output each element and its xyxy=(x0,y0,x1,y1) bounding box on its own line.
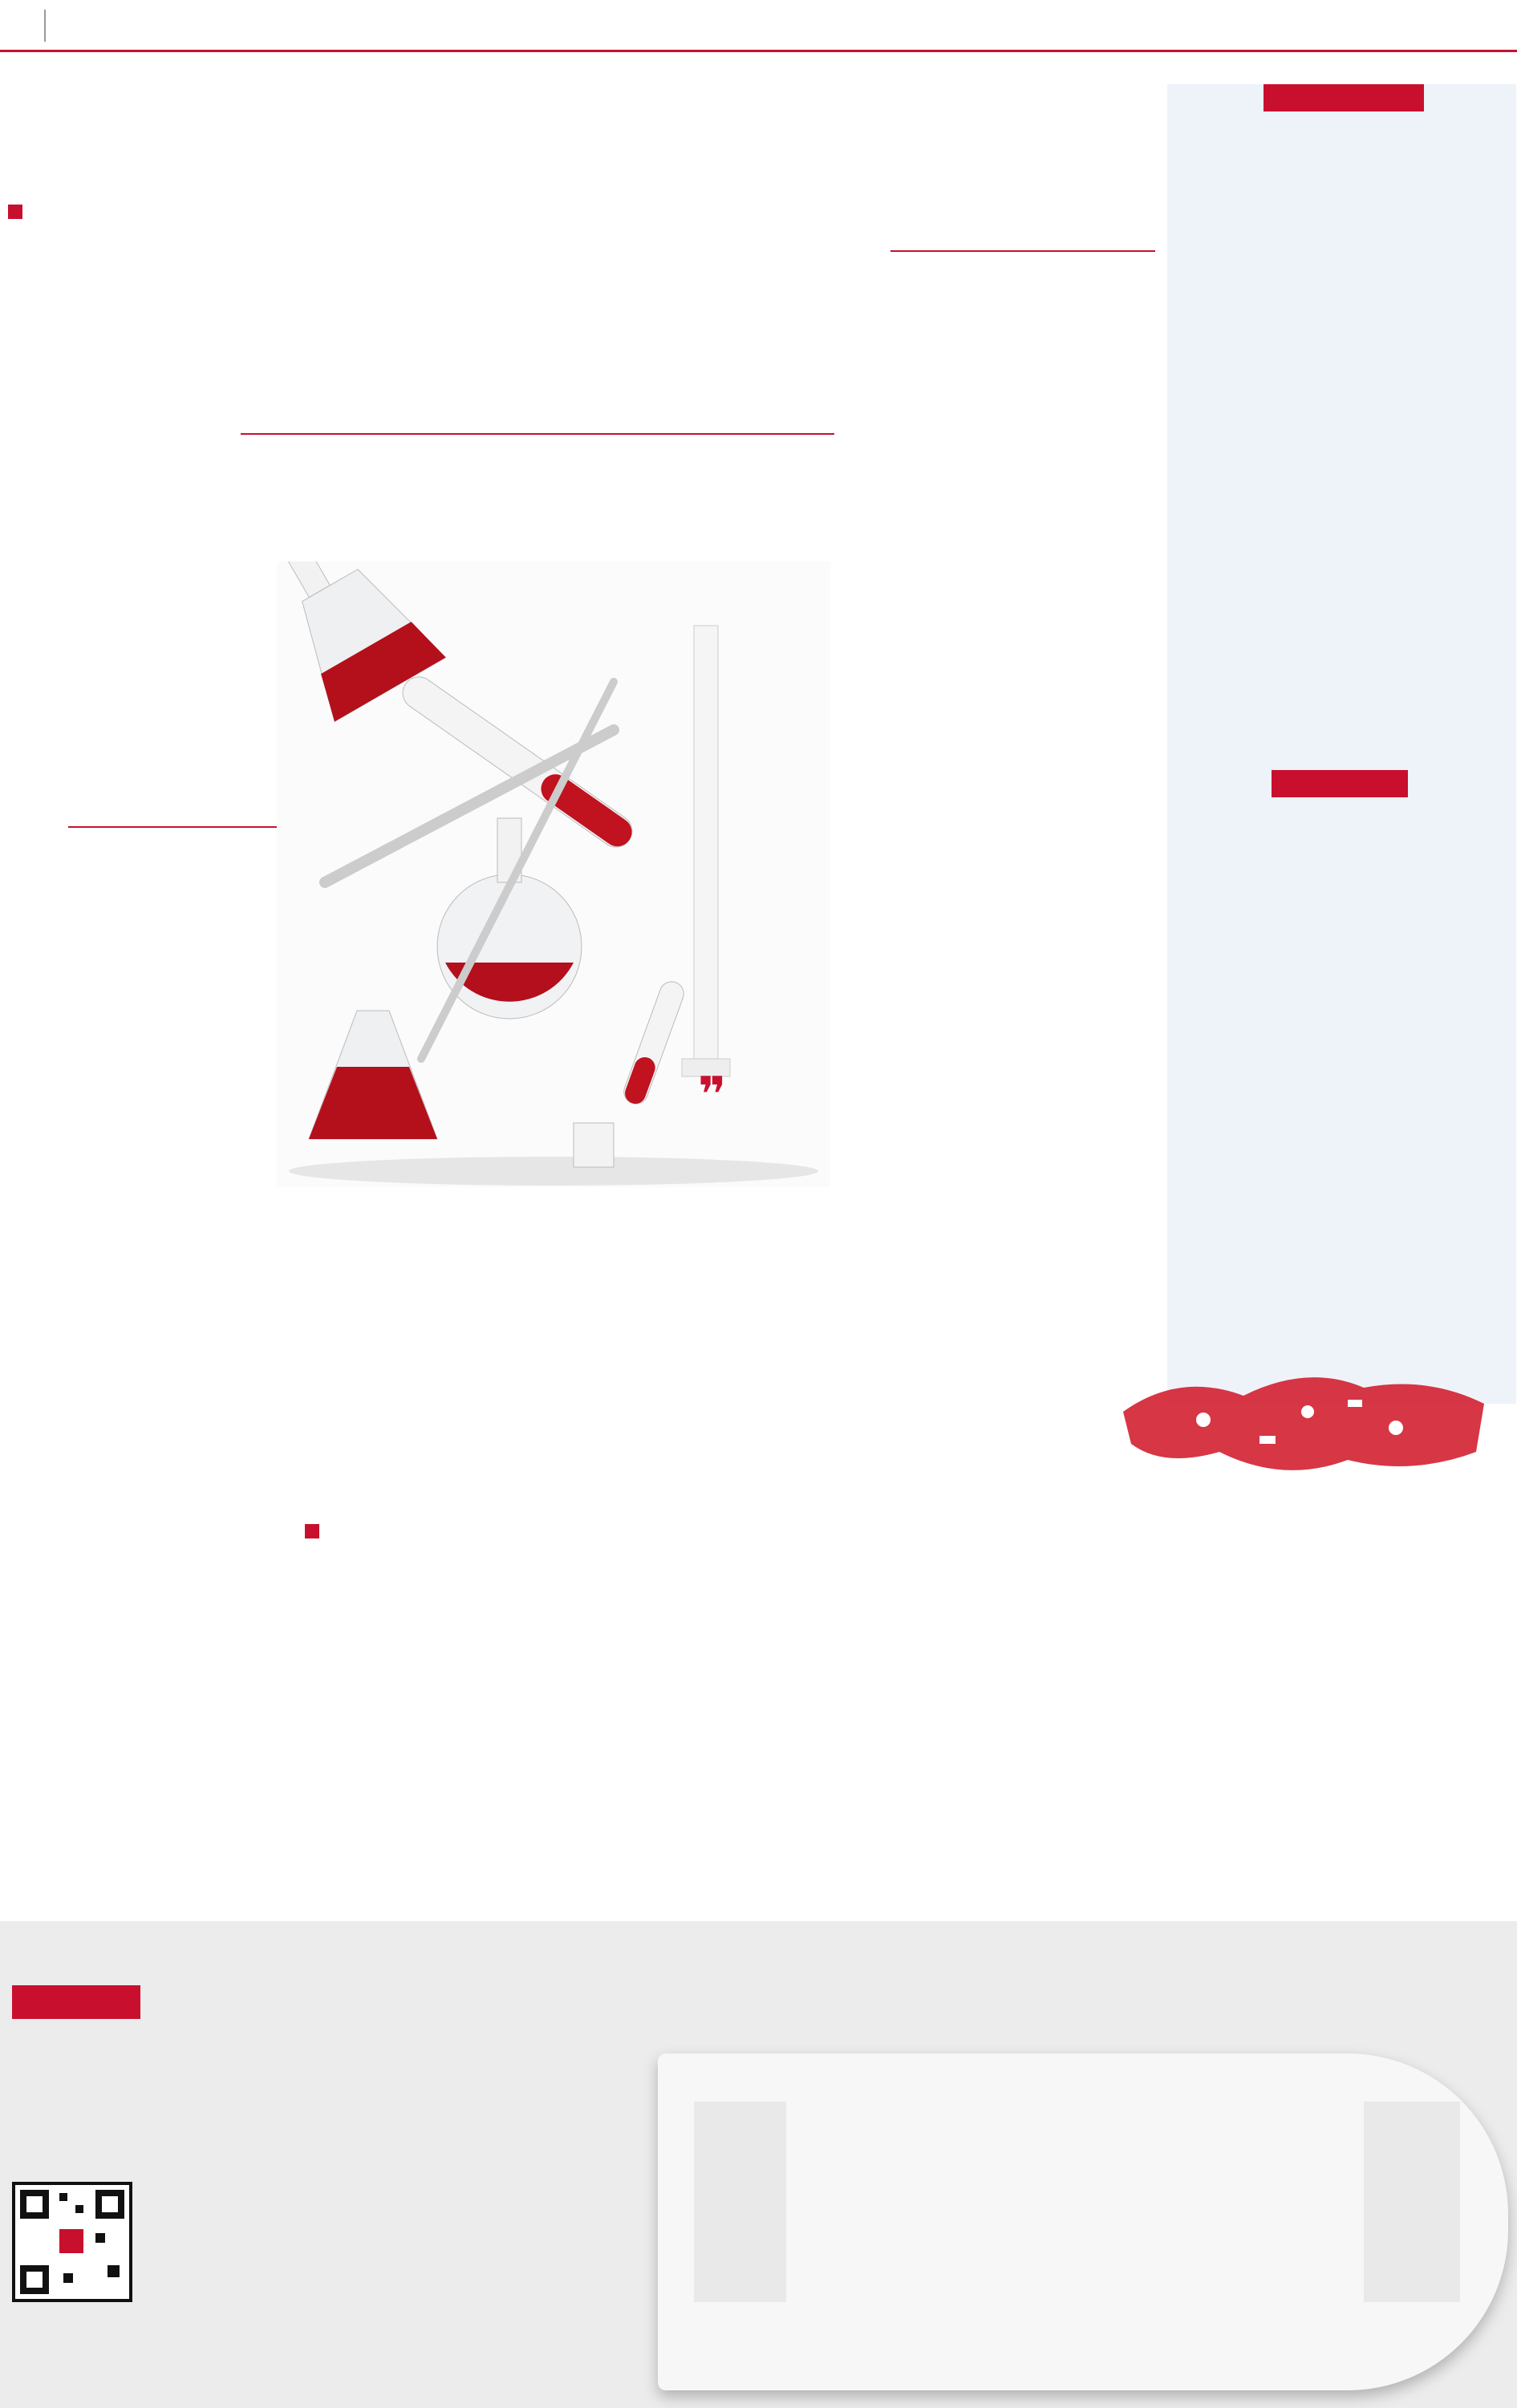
quote-mark-icon: ❞ xyxy=(698,1067,727,1123)
sidebar xyxy=(1167,84,1516,1404)
header-rule xyxy=(0,50,1517,52)
fda-label xyxy=(1263,84,1424,111)
review-label xyxy=(1272,770,1408,797)
author-tag xyxy=(8,205,22,219)
newspaper-right-block xyxy=(1364,2102,1460,2302)
author-tag-2 xyxy=(305,1524,319,1538)
ad-year xyxy=(12,1985,140,2019)
newspaper-column-block xyxy=(694,2102,786,2302)
section-b-rule xyxy=(68,826,277,828)
section-a-rule xyxy=(241,433,834,435)
qr-code-icon[interactable] xyxy=(12,2182,132,2302)
lab-glassware-illustration xyxy=(277,561,830,1187)
section-c-rule xyxy=(890,250,1155,252)
map-graphic xyxy=(1107,1364,1508,1484)
header-divider xyxy=(44,10,46,42)
